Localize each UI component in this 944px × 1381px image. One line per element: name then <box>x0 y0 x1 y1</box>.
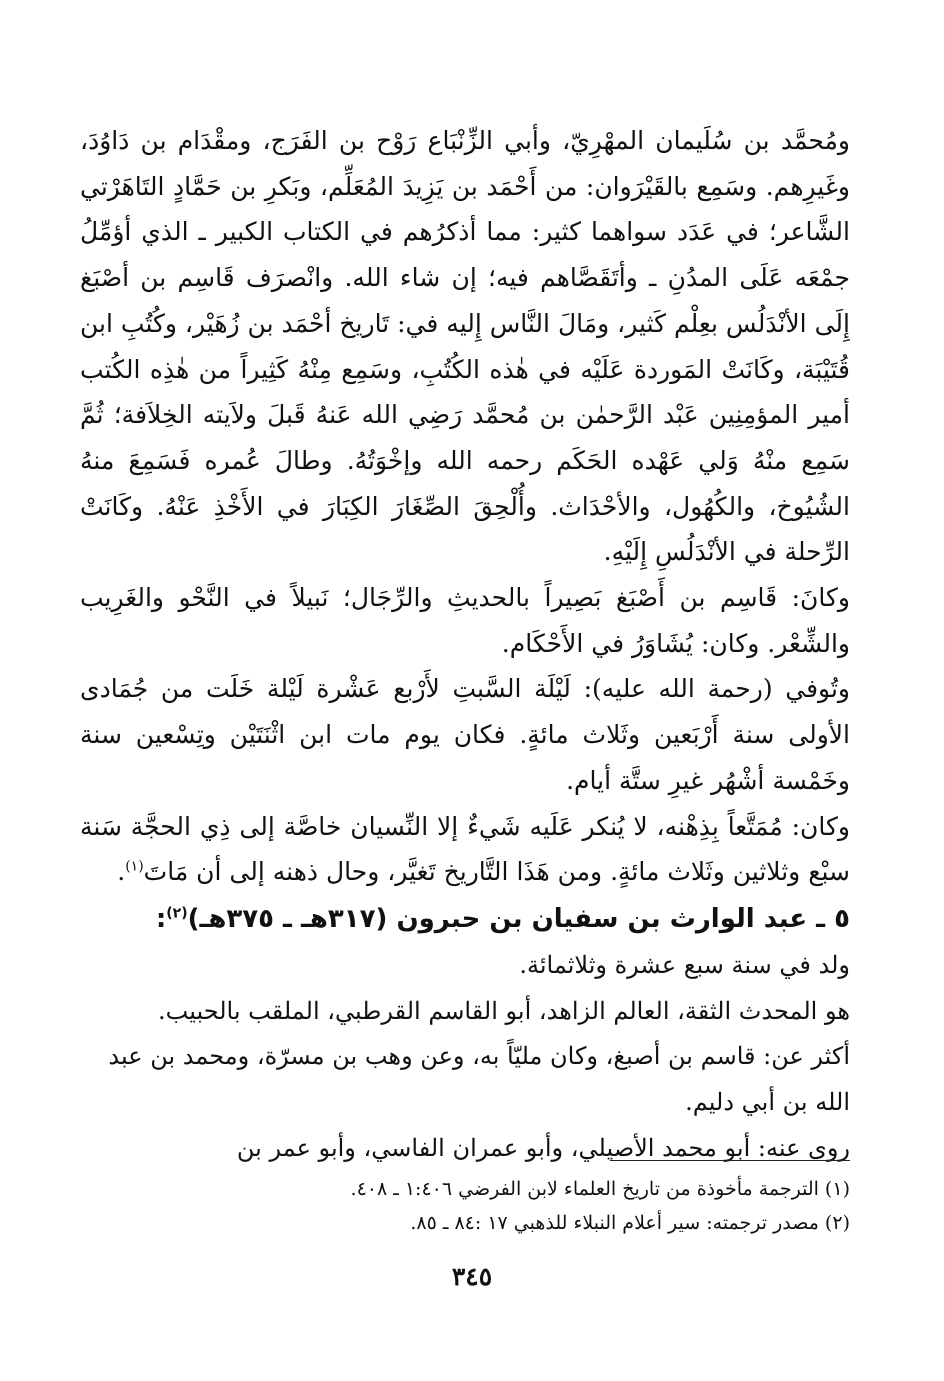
page-number: ٣٤٥ <box>451 1262 493 1291</box>
section-heading-text: ٥ ـ عبد الوارث بن سفيان بن حبرون (٣١٧هـ ـ ٣٧٥هـ) <box>187 903 850 934</box>
paragraph-5: ولد في سنة سبع عشرة وثلاثمائة. <box>519 950 850 979</box>
paragraph-4-end: . <box>117 857 126 887</box>
paragraph-1: ومُحمَّد بن سُلَيمان المهْرِيّ، وأبي الزِّنْبَاع رَوْح بن الفَرَج، ومقْدَام بن دَاوُدَ، وغَيرِهم. وسَمِع بالقَيْرَوان: من أَحْمَد بن يَزِيدَ المُعَلِّم، وبَكرِ بن حَمَّادٍ التَاهَرْتي الشَّاعر؛ في عَدَد سواهما كثير: مما أذكرُهم في الكتاب الكبير ـ الذي أؤمِّلُ جمْعَه عَلَى المدُنِ ـ وأتَقَصَّاهم فيه؛ إن شاء الله. وانْصرَف قَاسِم بن أصْبَغ إِلَى الأنْدَلُس بعِلْم كَثير، ومَالَ النَّاس إِليه في: تَاريخ أحْمَد بن زُهَيْر، وكُتُبِ ابن قُتَيْبَة، وكَانَتْ المَوردة عَلَيْه في هٰذه الكُتُبِ، وسَمِع مِنْهُ كَثِيراً من هٰذِه الكُتب أمير المؤمِنِين عَبْد الرَّحمٰن بن مُحمَّد رَضِي الله عَنهُ قَبلَ ولاَيته الخِلاَفة؛ ثُمَّ سَمِع منْهُ وَلي عَهْده الحَكَم رحمه الله وإخْوَتُهُ. وطالَ عُمره فَسَمِعَ منهُ الشُيُوخ، والكُهُول، والأحْدَاث. وأُلْحِقَ الصِّغَارَ الكِبَارَ في الأَخْذِ عَنْهُ. وكَانَتْ الرِّحلة في الأنْدَلُسِ إِلَيْهِ. <box>80 126 850 567</box>
footnote-1: (١) الترجمة مأخوذة من تاريخ العلماء لابن الفرضي ١:٤٠٦ ـ ٤٠٨. <box>350 1178 850 1200</box>
footnote-marker-1: (١) <box>125 858 144 875</box>
section-heading-end: : <box>155 903 167 934</box>
footnotes <box>150 1172 850 1240</box>
paragraph-8: روى عنه: أبو محمد الأصيلي، وأبو عمران الفاسي، وأبو عمر بن <box>236 1133 850 1162</box>
main-text <box>80 118 850 1171</box>
paragraph-6: هو المحدث الثقة، العالم الزاهد، أبو القاسم القرطبي، الملقب بالحبيب. <box>158 996 850 1025</box>
section-heading <box>80 895 850 943</box>
paragraph-4 <box>80 804 850 895</box>
footnote-marker-2: (٢) <box>166 905 188 922</box>
footnote-2: (٢) مصدر ترجمته: سير أعلام النبلاء للذهبي ١٧ :٨٤ ـ ٨٥. <box>410 1212 850 1234</box>
paragraph-3: وتُوفي (رحمة الله عليه): لَيْلَة السَّبتِ لأَرْبع عَشْرة لَيْلة خَلَت من جُمَادى الأولى سنة أَرْبَعين وثَلاث مائةٍ. فكان يوم مات ابن اثْنَتَيْن وتِسْعين سنة وخَمْسة أشْهُر غيرِ ستَّة أيام. <box>80 674 850 795</box>
paragraph-7: أكثر عن: قاسم بن أصبغ، وكان مليّاً به، وعن وهب بن مسرّة، ومحمد بن عبد الله بن أبي دليم. <box>108 1042 850 1117</box>
footnote-separator <box>610 1160 850 1161</box>
paragraph-4-text: وكان: مُمَتَّعاً بِذِهْنه، لا يُنكر عَلَيه شَيءٌ إلا النِّسيان خاصَّة إلى ذِي الحجَّة سَنة سبْع وثلاثين وثَلاث مائةٍ. ومن هَذَا التَّاريخ تَغيَّر، وحال ذهنه إلى أن مَاتَ <box>80 811 850 887</box>
paragraph-2: وكانَ: قَاسِم بن أَصْبَغ بَصِيراً بالحديثِ والرِّجَال؛ نَبيلاً في النَّحْو والغَرِيب والشِّعْر. وكان: يُشَاوَرُ في الأَحْكَام. <box>80 583 850 658</box>
